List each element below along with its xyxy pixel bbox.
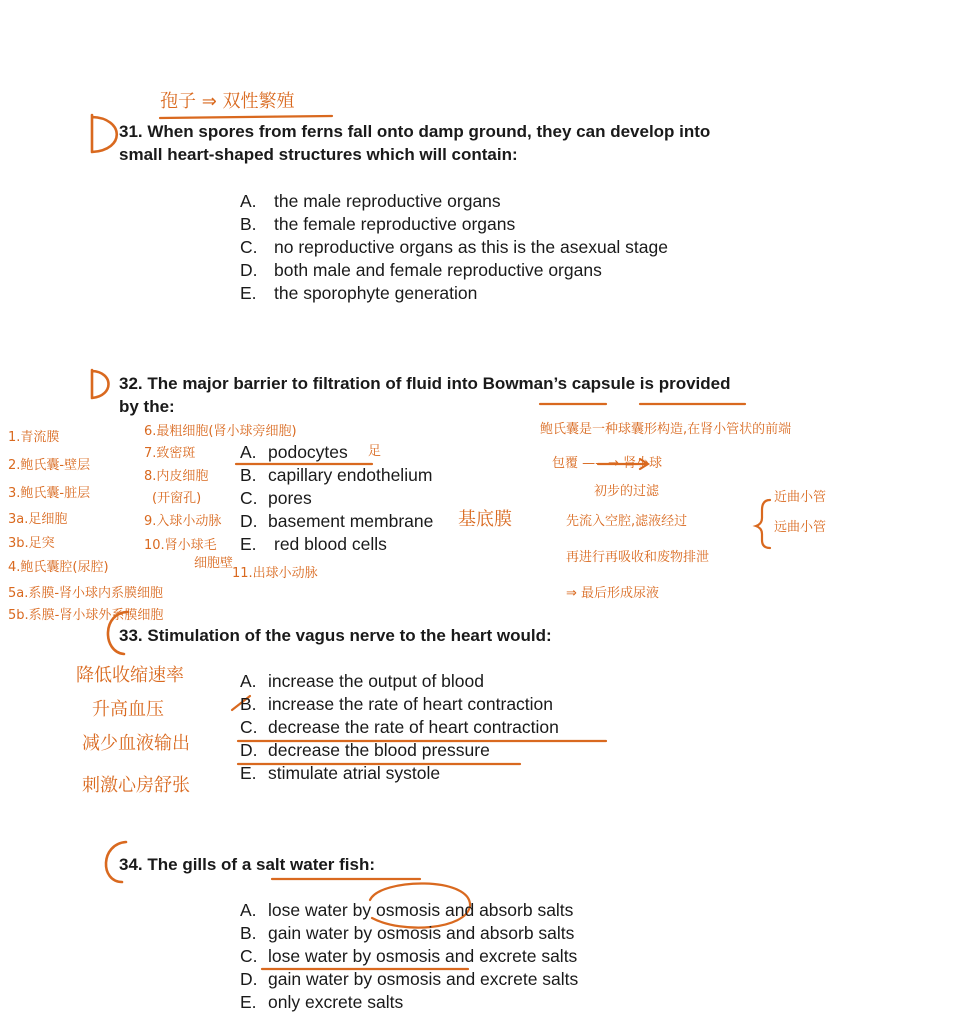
- question-number: 32.: [119, 374, 143, 393]
- option-e[interactable]: E. stimulate atrial systole: [240, 763, 441, 783]
- annotation-line: 近曲小管: [774, 490, 827, 505]
- option-b[interactable]: B. gain water by osmosis and absorb salts: [240, 923, 575, 943]
- option-a[interactable]: A. podocytes: [240, 442, 348, 462]
- option-b[interactable]: B. capillary endothelium: [240, 465, 433, 485]
- annotation-line: 减少血液输出: [82, 733, 190, 754]
- question-number: 34.: [119, 855, 143, 874]
- question-32-options: [240, 441, 433, 556]
- q32-answer-mark: [60, 376, 61, 391]
- q31-answer-D-stroke: [92, 115, 117, 152]
- option-e[interactable]: E. only excrete salts: [240, 992, 404, 1012]
- annotation-line: 再进行再吸收和废物排泄: [566, 550, 710, 565]
- question-number: 31.: [119, 122, 143, 141]
- option-d[interactable]: D. gain water by osmosis and excrete salts: [240, 969, 579, 989]
- question-34-options: [240, 899, 578, 1014]
- question-31-options: [240, 190, 668, 305]
- q34-answer-mark: [60, 856, 61, 871]
- annotation-line: 鲍氏囊是一种球囊形构造,在肾小管状的前端: [540, 422, 792, 437]
- q31-handwritten-note: 孢子 ⇒ 双性繁殖: [160, 91, 295, 112]
- annotation-line: 3.鲍氏囊-脏层: [8, 486, 91, 501]
- question-31: [119, 120, 710, 166]
- annotation-line: 2.鲍氏囊-壁层: [8, 458, 91, 473]
- question-stem-line: The gills of a salt water fish:: [147, 855, 376, 874]
- annotation-line: 远曲小管: [774, 520, 827, 535]
- option-c[interactable]: C. decrease the rate of heart contraction: [240, 717, 559, 737]
- question-32: [119, 372, 730, 418]
- option-b[interactable]: B. the female reproductive organs: [240, 214, 516, 234]
- annotation-line: 刺激心房舒张: [82, 775, 190, 796]
- question-stem-line: by the:: [119, 397, 175, 416]
- option-e[interactable]: E. the sporophyte generation: [240, 283, 478, 303]
- option-b[interactable]: B. increase the rate of heart contraction: [240, 694, 554, 714]
- option-e[interactable]: E. red blood cells: [240, 534, 387, 554]
- q33-answer-mark: [60, 626, 61, 641]
- option-c[interactable]: C. pores: [240, 488, 312, 508]
- q32-answer-D-stroke: [92, 370, 109, 398]
- option-a[interactable]: A. the male reproductive organs: [240, 191, 501, 211]
- annotation-line: 1.青流膜: [8, 430, 60, 445]
- annotation-line: 初步的过滤: [594, 484, 660, 499]
- q32-opt-a-note: 足: [368, 444, 382, 459]
- annotation-line: 降低收缩速率: [76, 665, 184, 686]
- question-33: [119, 624, 552, 647]
- question-stem-line: Stimulation of the vagus nerve to the heart would:: [147, 626, 552, 645]
- annotation-line: 细胞壁: [194, 556, 234, 571]
- question-stem-line: When spores from ferns fall onto damp ground, they can develop into: [147, 122, 711, 141]
- question-number: 33.: [119, 626, 143, 645]
- annotation-line: 3b.足突: [8, 536, 55, 551]
- q32-opt-d-note: 基底膜: [458, 509, 512, 530]
- question-stem-line: small heart-shaped structures which will contain:: [119, 145, 518, 164]
- option-a[interactable]: A. lose water by osmosis and absorb salts: [240, 900, 574, 920]
- option-d[interactable]: D. both male and female reproductive organs: [240, 260, 602, 280]
- annotation-line: ⇒ 最后形成尿液: [566, 586, 660, 601]
- annotation-line: 7.致密斑: [144, 446, 196, 461]
- annotation-line: 升高血压: [92, 699, 164, 720]
- q31-note-underline: [160, 116, 332, 118]
- annotation-line: 10.肾小球毛: [144, 538, 217, 553]
- question-stem-line: The major barrier to filtration of fluid into Bowman’s capsule is provided: [147, 374, 731, 393]
- option-d[interactable]: D. decrease the blood pressure: [240, 740, 490, 760]
- annotation-line: 包覆 ——→ 肾小球: [552, 456, 663, 471]
- annotation-line: 5a.系膜-肾小球内系膜细胞: [8, 586, 164, 601]
- q32-brace: [756, 500, 770, 548]
- annotation-line: 8.内皮细胞: [144, 469, 209, 484]
- option-c[interactable]: C. lose water by osmosis and excrete salts: [240, 946, 578, 966]
- annotation-line: 先流入空腔,滤液经过: [566, 514, 688, 529]
- option-c[interactable]: C. no reproductive organs as this is the asexual stage: [240, 237, 668, 257]
- annotation-line: 3a.足细胞: [8, 512, 68, 527]
- annotation-line: 4.鲍氏囊腔(尿腔): [8, 560, 109, 575]
- option-d[interactable]: D. basement membrane: [240, 511, 434, 531]
- q31-answer-mark: [60, 126, 61, 141]
- annotation-line: (开窗孔): [152, 491, 202, 506]
- option-a[interactable]: A. increase the output of blood: [240, 671, 484, 691]
- question-33-options: [240, 670, 559, 785]
- question-34: [119, 853, 375, 876]
- annotation-line: 5b.系膜-肾小球外系膜细胞: [8, 608, 164, 623]
- annotation-line: 11.出球小动脉: [232, 566, 318, 581]
- annotation-line: 9.入球小动脉: [144, 514, 222, 529]
- annotation-line: 6.最粗细胞(肾小球旁细胞): [144, 424, 297, 439]
